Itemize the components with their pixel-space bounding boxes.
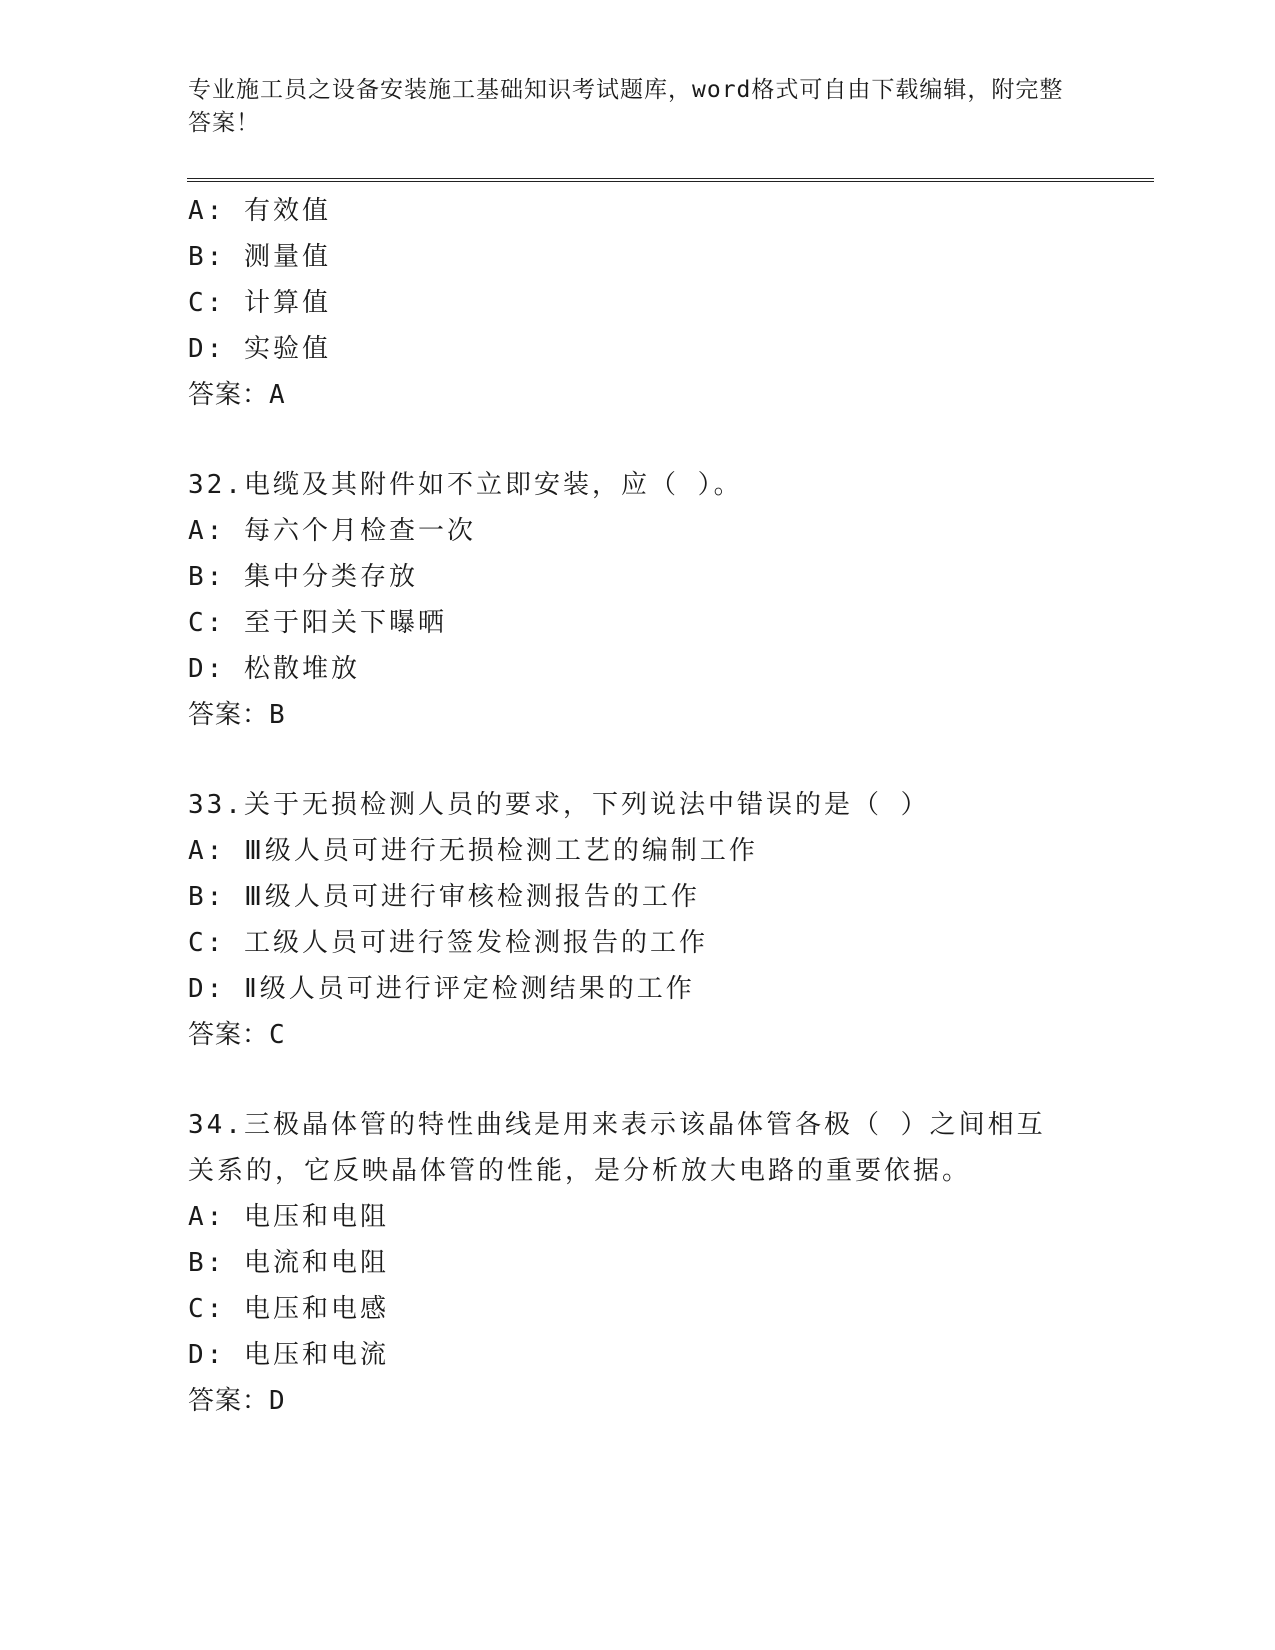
option-c: C: 至于阳关下曝晒 bbox=[188, 608, 447, 638]
option-b: B: Ⅲ级人员可进行审核检测报告的工作 bbox=[188, 882, 700, 912]
question-list bbox=[188, 188, 1088, 1424]
answer-label: 答案： bbox=[188, 380, 270, 410]
answer-line bbox=[188, 1378, 1088, 1424]
option-b: B: 电流和电阻 bbox=[188, 1248, 389, 1278]
document-header: 专业施工员之设备安装施工基础知识考试题库，word格式可自由下载编辑，附完整答案！ bbox=[188, 77, 1064, 136]
answer-label: 答案： bbox=[188, 1020, 270, 1050]
spacer bbox=[188, 738, 1088, 782]
answer-value: B bbox=[269, 700, 286, 730]
header-divider bbox=[187, 178, 1154, 182]
question-stem: 34.三极晶体管的特性曲线是用来表示该晶体管各极（ ）之间相互关系的，它反映晶体管的性能，是分析放大电路的重要依据。 bbox=[188, 1110, 1046, 1186]
answer-line bbox=[188, 372, 1088, 418]
answer-value: D bbox=[269, 1386, 286, 1416]
answer-line bbox=[188, 1012, 1088, 1058]
question-32 bbox=[188, 462, 1088, 738]
question-34 bbox=[188, 1102, 1088, 1424]
option-d: D: 松散堆放 bbox=[188, 654, 360, 684]
option-a: A: 有效值 bbox=[188, 196, 331, 226]
answer-value: A bbox=[269, 380, 286, 410]
answer-line bbox=[188, 692, 1088, 738]
option-d: D: 电压和电流 bbox=[188, 1340, 389, 1370]
spacer bbox=[188, 418, 1088, 462]
answer-label: 答案： bbox=[188, 1386, 270, 1416]
question-31 bbox=[188, 188, 1088, 418]
answer-label: 答案： bbox=[188, 700, 270, 730]
option-d: D: Ⅱ级人员可进行评定检测结果的工作 bbox=[188, 974, 695, 1004]
option-c: C: 电压和电感 bbox=[188, 1294, 389, 1324]
option-b: B: 测量值 bbox=[188, 242, 331, 272]
answer-value: C bbox=[269, 1020, 286, 1050]
question-stem: 32.电缆及其附件如不立即安装，应（ ）。 bbox=[188, 470, 743, 500]
option-c: C: 工级人员可进行签发检测报告的工作 bbox=[188, 928, 708, 958]
question-stem: 33.关于无损检测人员的要求，下列说法中错误的是（ ） bbox=[188, 790, 930, 820]
option-c: C: 计算值 bbox=[188, 288, 331, 318]
option-d: D: 实验值 bbox=[188, 334, 331, 364]
option-a: A: Ⅲ级人员可进行无损检测工艺的编制工作 bbox=[188, 836, 758, 866]
option-a: A: 每六个月检查一次 bbox=[188, 516, 476, 546]
question-33 bbox=[188, 782, 1088, 1058]
option-b: B: 集中分类存放 bbox=[188, 562, 418, 592]
option-a: A: 电压和电阻 bbox=[188, 1202, 389, 1232]
spacer bbox=[188, 1058, 1088, 1102]
